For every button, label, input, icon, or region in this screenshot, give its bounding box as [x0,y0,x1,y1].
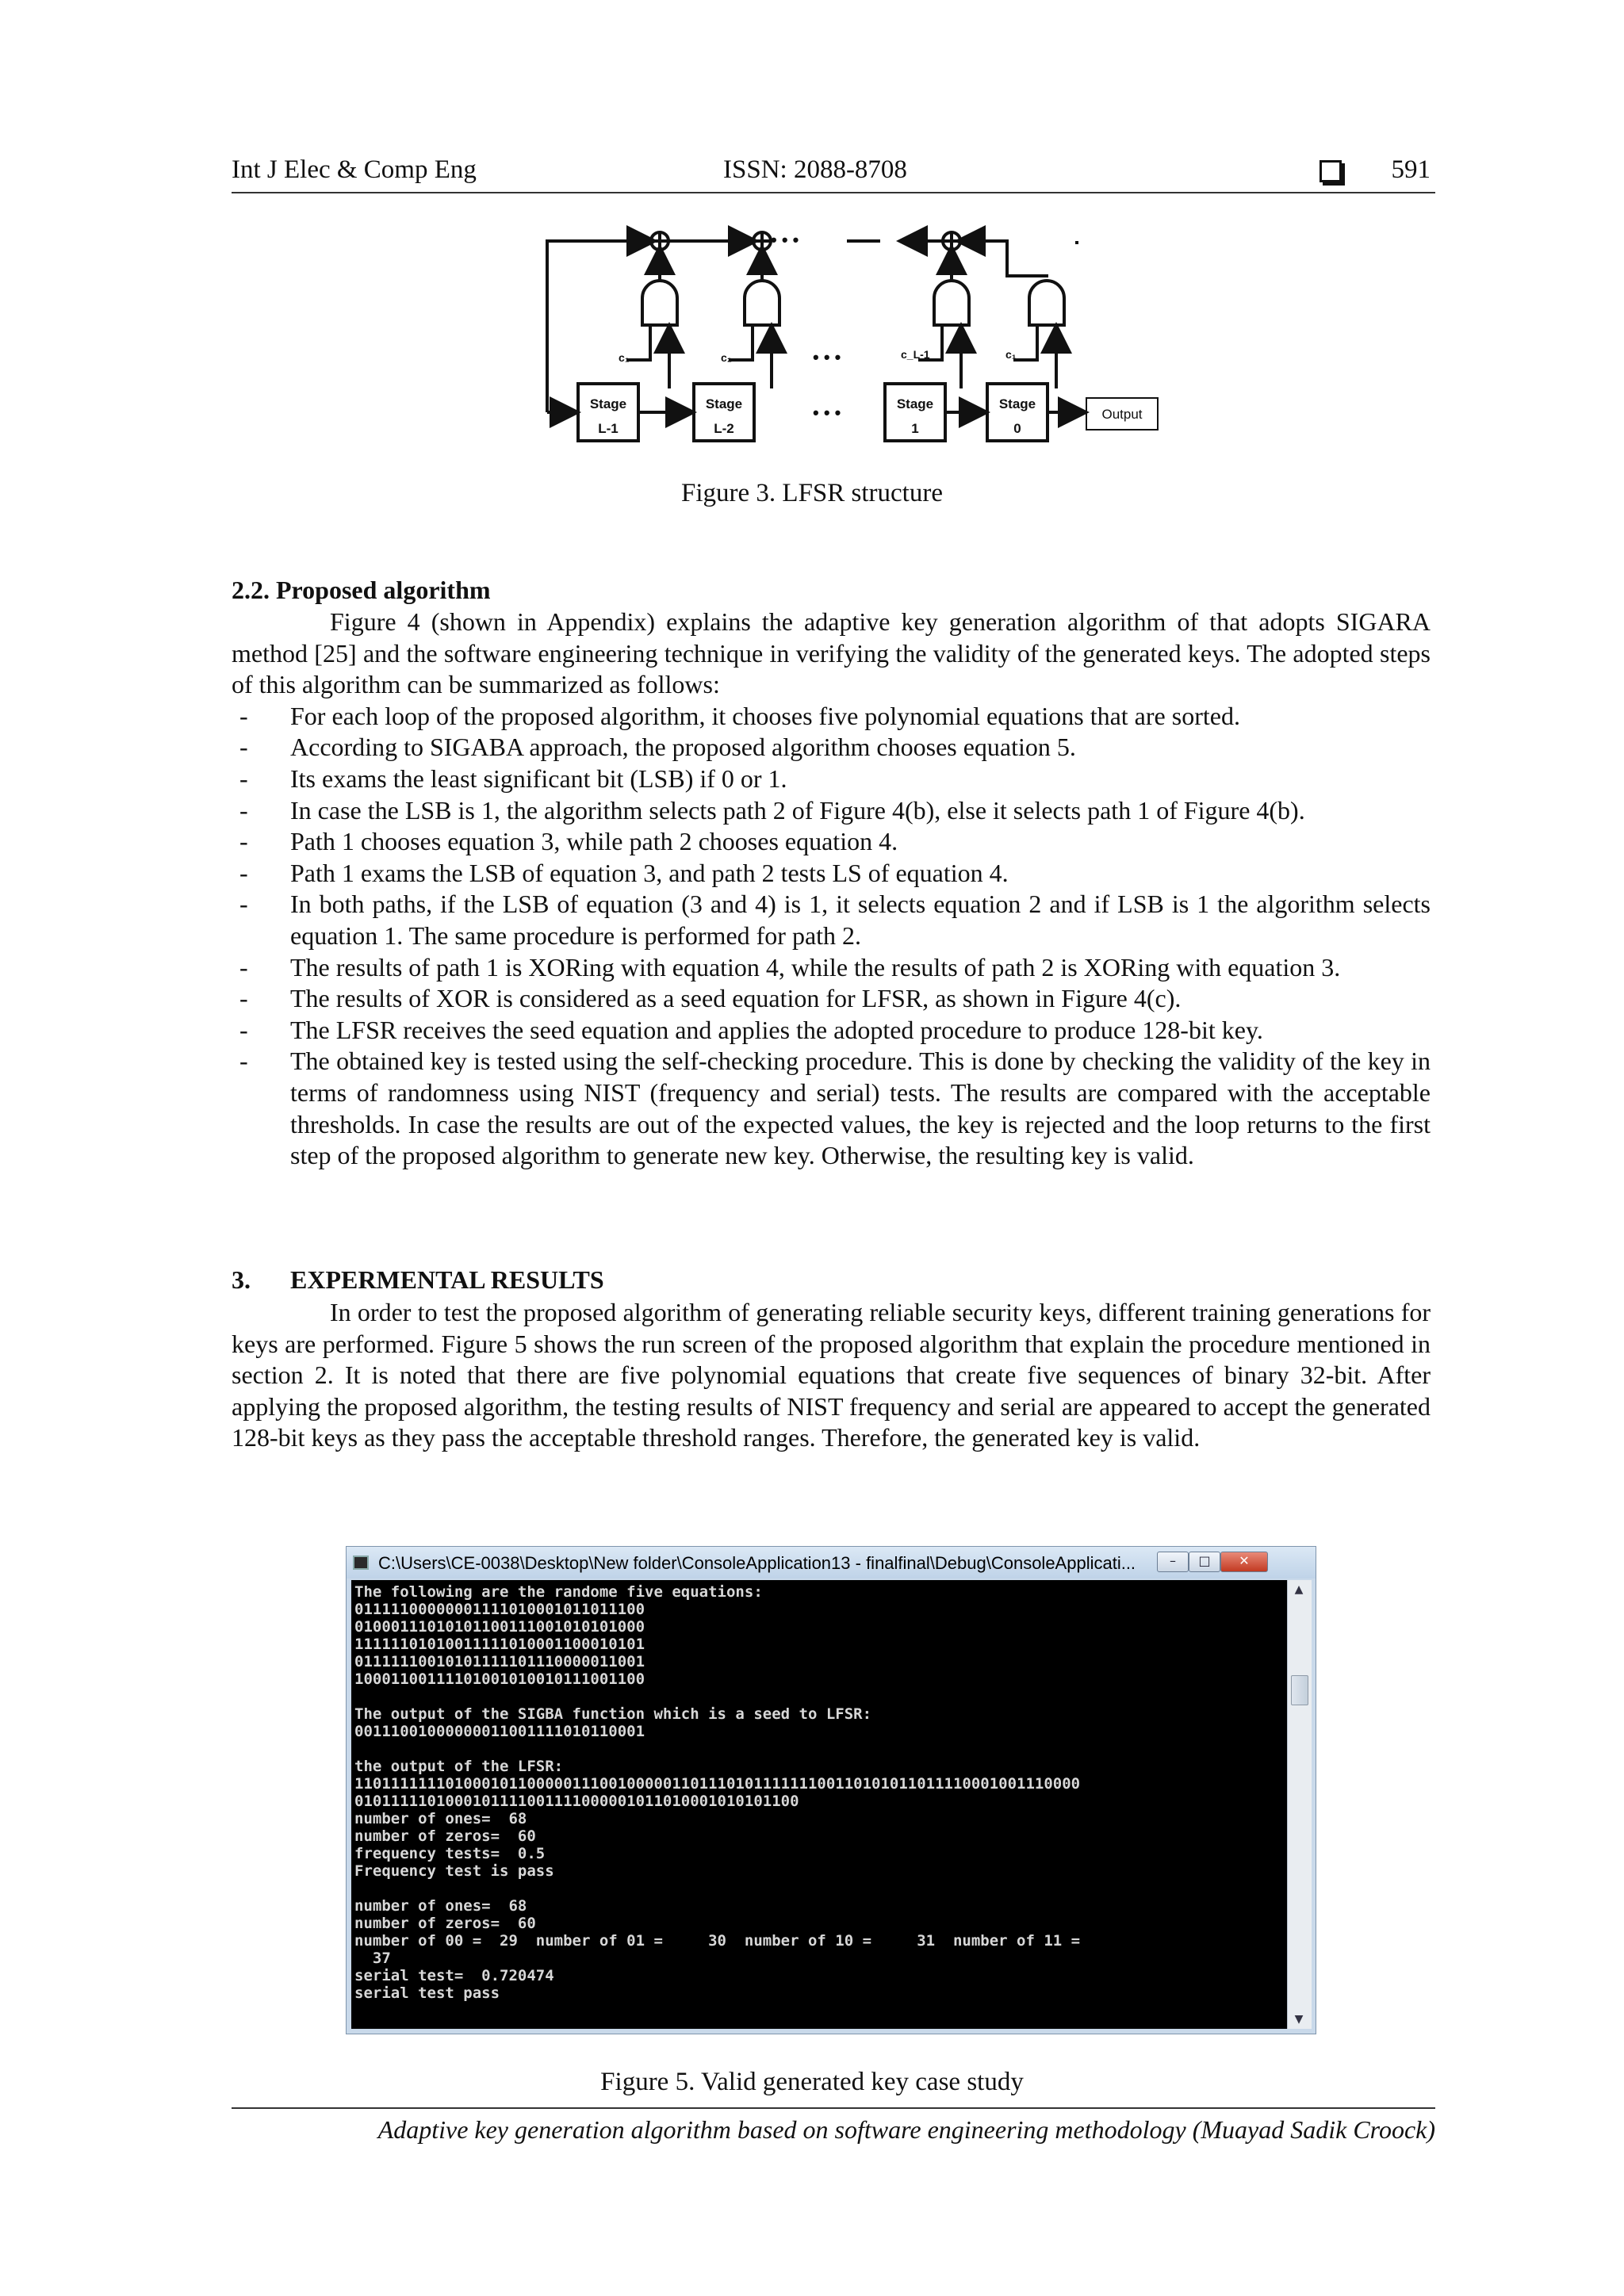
console-line: number of zeros= 60 [354,1827,536,1845]
console-line: 01111110010101111101110000011001 [354,1653,645,1670]
stage-word-4: Stage [998,396,1036,411]
console-line: Frequency test is pass [354,1862,554,1880]
scroll-up-icon[interactable]: ▲ [1294,1583,1304,1596]
console-output [351,1580,1287,2029]
ellipsis-bottom: • • • [813,403,841,423]
list-item: - In case the LSB is 1, the algorithm selects path 2 of Figure 4(b), else it selects path 1 of Figure 4(b). [239,795,1305,825]
journal-name: Int J Elec & Comp Eng [232,155,477,184]
console-window-screenshot [346,1546,1316,2034]
stage-word-2: Stage [705,396,743,411]
list-item: - In both paths, if the LSB of equation (3 and 4) is 1, it selects equation 2 and if LSB is 1 the algorithm selects equation 1. The same procedure is performed for path 2. [239,890,1431,950]
stage-index-4: 0 [1013,421,1021,436]
list-item: - Path 1 chooses equation 3, while path 2 chooses equation 4. [239,827,898,856]
section-2-2-title: Proposed algorithm [276,576,491,604]
console-line: 11111101010011111010001100010101 [354,1636,645,1653]
window-title: C:\Users\CE-0038\Desktop\New folder\ConsoleApplication13 - finalfinal\Debug\ConsoleApplicati... [378,1553,1136,1573]
stage-index-1: L-1 [598,421,619,436]
scrollbar-thumb[interactable] [1291,1675,1308,1705]
coefficient-label-2: c₂ [721,351,733,364]
stage-index-3: 1 [911,421,919,436]
list-item: - The results of path 1 is XORing with equation 4, while the results of path 2 is XORing with equation 3. [239,952,1341,982]
list-item: - Path 1 exams the LSB of equation 3, and path 2 tests LS of equation 4. [239,858,1009,887]
section-3-number: 3. [232,1265,251,1294]
stage-word-1: Stage [589,396,627,411]
list-item: - The results of XOR is considered as a seed equation for LFSR, as shown in Figure 4(c). [239,984,1182,1013]
section-2-2-heading [232,576,491,605]
stage-index-2: L-2 [714,421,734,436]
window-app-icon [353,1556,369,1570]
console-line: frequency tests= 0.5 [354,1845,546,1862]
console-line: number of 00 = 29 number of 01 = 30 number of 10 = 31 number of 11 = [354,1932,1081,1950]
section-3-body [232,1297,1431,1454]
section-2-2-number: 2.2. [232,576,270,604]
console-line [354,1688,1284,1705]
console-line: 01111100000001111010001011011100 [354,1601,645,1618]
list-item: - The LFSR receives the seed equation and applies the adopted procedure to produce 128-bit key. [239,1015,1263,1044]
vertical-scrollbar[interactable] [1287,1580,1312,2029]
console-line: serial test pass [354,1984,500,2002]
figure5-caption: Figure 5. Valid generated key case study [600,2068,1024,2096]
console-line: 01000111010101100111001010101000 [354,1618,645,1636]
list-item: - According to SIGABA approach, the proposed algorithm chooses equation 5. [239,733,1076,762]
list-item: - The obtained key is tested using the self-checking procedure. This is done by checking the validity of the key in terms of randomness using NIST (frequency and serial) tests. The results are compared with the acceptable thresholds. In case the results are out of the expected values, the key is rejected and the loop returns to the first step of the proposed algorithm to generate new key. Otherwise, the resulting key is valid. [239,1047,1431,1170]
coefficient-label-3: c_L-1 [901,348,930,361]
coefficient-label-4: c₁ [1005,348,1017,361]
console-line: 00111001000000011001111010110001 [354,1723,645,1740]
console-text [351,1580,1287,2005]
console-line: number of ones= 68 [354,1810,527,1827]
page-number: 591 [1391,155,1431,184]
section-2-2-body [232,607,1431,1172]
console-line [354,1880,1284,1897]
footer-running-title: Adaptive key generation algorithm based on software engineering methodology (Muayad Sadik Croock) [377,2115,1435,2144]
running-footer [232,2107,1435,2145]
ellipsis-middle: • • • [813,347,841,367]
close-icon[interactable]: ✕ [1220,1552,1268,1572]
running-header [232,152,1435,193]
coefficient-label-1: c₁ [619,351,630,364]
console-line: The output of the SIGBA function which is a seed to LFSR: [354,1705,872,1723]
console-line: 10001100111101001010010111001100 [354,1670,645,1688]
console-line: number of zeros= 60 [354,1915,536,1932]
console-line: serial test= 0.720474 [354,1967,554,1984]
console-line: number of ones= 68 [354,1897,527,1915]
figure3-caption: Figure 3. LFSR structure [681,479,943,507]
output-label: Output [1101,407,1143,422]
section-3-paragraph: In order to test the proposed algorithm of generating reliable security keys, different training generations for keys are performed. Figure 5 shows the run screen of the proposed algorithm that explain the procedure mentioned in section 2. It is noted that there are five polynomial equations that create five sequences of binary 32-bit. After applying the proposed algorithm, the testing results of NIST frequency and serial are appeared to accept the generated 128-bit keys as they pass the acceptable threshold ranges. Therefore, the generated key is valid. [232,1298,1431,1452]
maximize-icon[interactable]: □ [1189,1552,1220,1572]
list-item: - For each loop of the proposed algorithm, it chooses five polynomial equations that are sorted. [239,701,1240,730]
scroll-down-icon[interactable]: ▼ [1294,2013,1304,2026]
square-bullet-icon [1320,160,1342,182]
algorithm-steps-list [232,701,1431,1172]
section-3-title: EXPERMENTAL RESULTS [290,1265,604,1294]
console-line: 37 [354,1950,391,1967]
console-line [354,1740,1284,1758]
section-3-heading [232,1265,604,1295]
lfsr-diagram [531,212,1166,450]
list-item: - Its exams the least significant bit (LSB) if 0 or 1. [239,763,787,793]
ellipsis-top: • • • [771,230,799,250]
console-line: 0101111101000101111001111000001011010001010101100 [354,1793,799,1810]
console-line: 11011111110100010110000011100100000110111010111111100110101011011110001001110000 [354,1775,1081,1793]
stage-word-3: Stage [896,396,934,411]
minimize-icon[interactable]: – [1157,1552,1189,1572]
console-line: the output of the LFSR: [354,1758,564,1775]
window-title-bar [347,1547,1316,1578]
section-2-2-intro: Figure 4 (shown in Appendix) explains the adaptive key generation algorithm of that adopts SIGARA method [25] and the software engineering technique in verifying the validity of the generated keys. The adopted steps of this algorithm can be summarized as follows: [232,607,1431,699]
issn: ISSN: 2088-8708 [723,155,907,184]
console-line: The following are the randome five equations: [354,1583,763,1601]
